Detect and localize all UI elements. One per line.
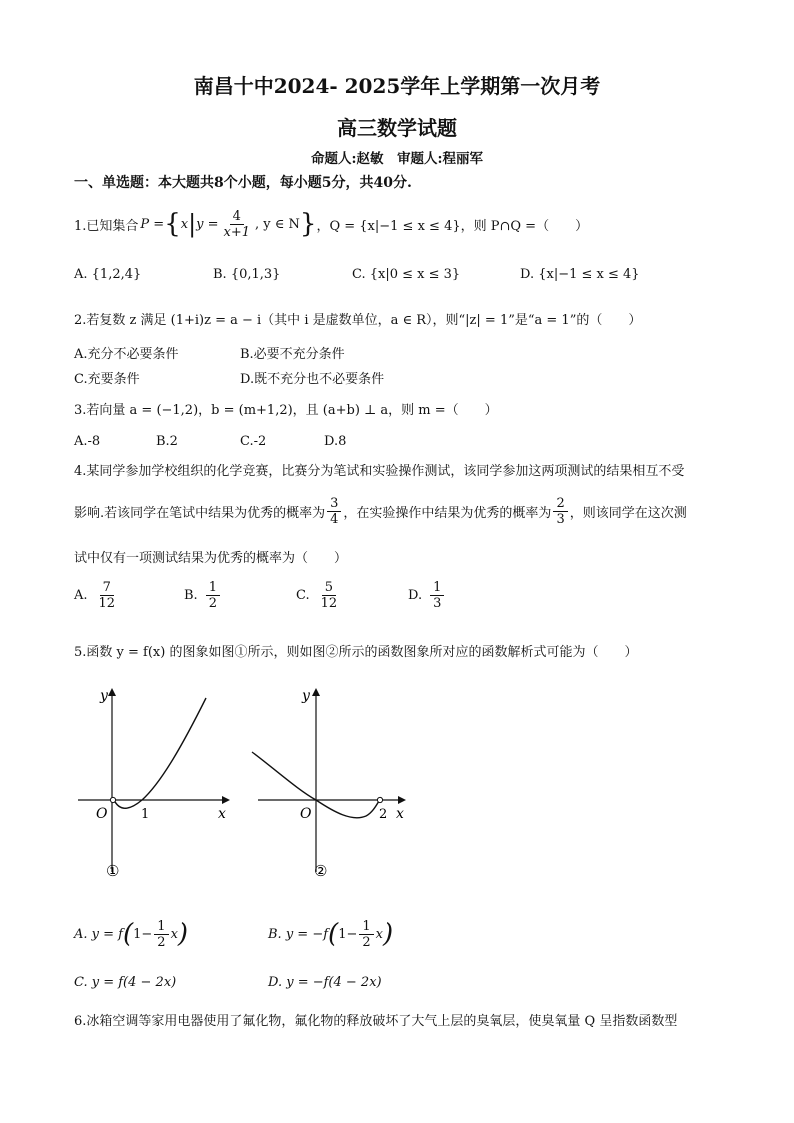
q4-option-b[interactable] — [184, 580, 222, 611]
figure-2 — [246, 682, 416, 882]
q1-option-c[interactable]: C. {x|0 ≤ x ≤ 3} — [352, 267, 461, 282]
q4-opt-d-frac — [430, 580, 444, 611]
fig2-origin-label: O — [300, 806, 312, 822]
question-1 — [74, 204, 588, 244]
q5-opt-a-den: 2 — [157, 934, 166, 950]
question-4-line2 — [74, 493, 687, 529]
q4-frac2-den: 3 — [556, 511, 565, 527]
paren-right: ) — [382, 919, 394, 949]
q4-opt-a-label: A. — [74, 588, 88, 603]
q4-option-c[interactable] — [296, 580, 342, 611]
q1-set-q: ，Q = {x|−1 ≤ x ≤ 4}，则 P∩Q =（ ） — [316, 218, 589, 234]
q4-fraction-2 — [553, 496, 567, 527]
exam-subtitle: 高三数学试题 — [337, 116, 457, 140]
fig1-open-dot — [110, 797, 115, 802]
q3-option-d[interactable]: D.8 — [324, 434, 347, 449]
q5-opt-a-num: 1 — [154, 919, 168, 935]
q4-line2-b: ，在实验操作中结果为优秀的概率为 — [343, 505, 552, 521]
q4-opt-b-num: 1 — [206, 580, 220, 596]
fig1-origin-label: O — [96, 806, 108, 822]
q1-stem: 1.已知集合 — [74, 218, 139, 234]
fig2-tick-label: 2 — [379, 807, 388, 822]
q4-opt-b-den: 2 — [208, 596, 217, 611]
fig2-y-arrow — [312, 688, 320, 696]
fig2-open-dot — [377, 797, 382, 802]
q2-option-b[interactable]: B.必要不充分条件 — [240, 347, 345, 362]
q5-option-a[interactable]: A. y = f ( 1− $\frac{1}{2}$ x ) — [74, 918, 189, 950]
fig1-y-label: y — [100, 688, 108, 704]
q4-opt-c-den: 12 — [320, 596, 338, 611]
fig1-curve — [114, 698, 206, 808]
fig2-x-arrow — [398, 796, 406, 804]
fig2-caption: ② — [314, 862, 328, 880]
paren-left: ( — [328, 919, 339, 949]
question-6: 6.冰箱空调等家用电器使用了氟化物，氟化物的释放破坏了大气上层的臭氧层，使臭氧量 Q 呈指数函数型 — [74, 1014, 678, 1029]
q5-option-d[interactable]: D. y = −f(4 − 2x) — [268, 975, 382, 990]
q5-option-c[interactable]: C. y = f(4 − 2x) — [74, 975, 177, 990]
fig2-y-label: y — [302, 688, 310, 704]
q1-option-d[interactable]: D. {x|−1 ≤ x ≤ 4} — [520, 267, 640, 282]
q1-fraction — [221, 209, 254, 240]
q5-opt-a-frac — [154, 919, 168, 950]
fig2-x-label: x — [396, 806, 404, 822]
fig1-x-arrow — [222, 796, 230, 804]
q1-frac-num: 4 — [230, 209, 244, 225]
question-4-line1: 4.某同学参加学校组织的化学竞赛，比赛分为笔试和实验操作测试，该同学参加这两项测试的结果相互不受 — [74, 464, 685, 479]
q5-opt-b-num: 1 — [359, 919, 373, 935]
fig1-caption: ① — [106, 862, 120, 880]
q5-option-b[interactable]: B. y = −f ( 1− $\frac{1}{2}$ x ) — [268, 918, 394, 950]
exam-title: 南昌十中2024- 2025学年上学期第一次月考 — [193, 74, 601, 98]
q4-opt-c-label: C. — [296, 588, 310, 603]
q4-frac1-den: 4 — [330, 511, 339, 527]
q2-option-a[interactable]: A.充分不必要条件 — [74, 347, 179, 362]
q4-line2-c: ，则该同学在这次测 — [569, 505, 687, 521]
q4-opt-d-label: D. — [408, 588, 423, 603]
question-5: 5.函数 y = f(x) 的图象如图①所示，则如图②所示的函数图象所对应的函数解析式可能为（ ） — [74, 645, 638, 660]
q5-opt-b-den: 2 — [362, 934, 371, 950]
q4-opt-c-num: 5 — [322, 580, 336, 596]
question-3: 3.若向量 a = (−1,2)，b = (m+1,2)，且 (a+b) ⊥ a，则 m =（ ） — [74, 403, 498, 418]
q1-var-x: x — [180, 216, 189, 232]
q1-set-p: P = — [140, 216, 165, 232]
q4-option-d[interactable] — [408, 580, 446, 611]
section-heading: 一、单选题：本大题共8个小题，每小题5分，共40分. — [74, 175, 412, 191]
brace-right: } — [299, 209, 317, 239]
fig1-x-label: x — [218, 806, 226, 822]
exam-authors: 命题人:赵敏 审题人:程丽军 — [311, 151, 483, 167]
q4-frac1-num: 3 — [327, 496, 341, 512]
q1-y: y = — [196, 216, 219, 232]
q2-option-c[interactable]: C.充要条件 — [74, 372, 140, 387]
question-2: 2.若复数 z 满足 (1+i)z = a − i（其中 i 是虚数单位，a ∈ R），则“|z| = 1”是“a = 1”的（ ） — [74, 313, 642, 328]
q3-option-c[interactable]: C.-2 — [240, 434, 267, 449]
q4-opt-a-den: 12 — [98, 596, 116, 611]
fig1-y-arrow — [108, 688, 116, 696]
q4-fraction-1 — [327, 496, 341, 527]
figure-1 — [72, 682, 232, 882]
q4-option-a[interactable] — [74, 580, 120, 611]
q4-opt-c-frac — [318, 580, 341, 611]
paren-left: ( — [122, 919, 134, 949]
q4-opt-d-den: 3 — [433, 596, 442, 611]
q4-opt-b-label: B. — [184, 588, 198, 603]
q4-opt-b-frac — [206, 580, 220, 611]
bar: | — [188, 210, 197, 238]
q1-option-a[interactable]: A. {1,2,4} — [74, 267, 142, 282]
q2-option-d[interactable]: D.既不充分也不必要条件 — [240, 372, 385, 387]
brace-left: { — [164, 209, 181, 239]
q4-opt-d-num: 1 — [430, 580, 444, 596]
q3-option-a[interactable]: A.-8 — [74, 434, 101, 449]
q1-set-tail: , y ∈ N — [255, 216, 300, 232]
paren-right: ) — [177, 919, 189, 949]
q5-opt-b-frac — [359, 919, 373, 950]
q5-opt-b-pre: B. y = −f — [268, 926, 329, 942]
question-4-line3: 试中仅有一项测试结果为优秀的概率为（ ） — [74, 551, 348, 566]
q1-option-b[interactable]: B. {0,1,3} — [213, 267, 281, 282]
q4-frac2-num: 2 — [553, 496, 567, 512]
q3-option-b[interactable]: B.2 — [156, 434, 178, 449]
q1-frac-den: x+1 — [223, 224, 251, 240]
fig1-tick-label: 1 — [141, 807, 150, 822]
q4-line2-a: 影响.若该同学在笔试中结果为优秀的概率为 — [74, 505, 326, 521]
q5-opt-a-pre: A. y = f — [74, 926, 123, 942]
q4-opt-a-frac — [96, 580, 119, 611]
q4-opt-a-num: 7 — [100, 580, 114, 596]
